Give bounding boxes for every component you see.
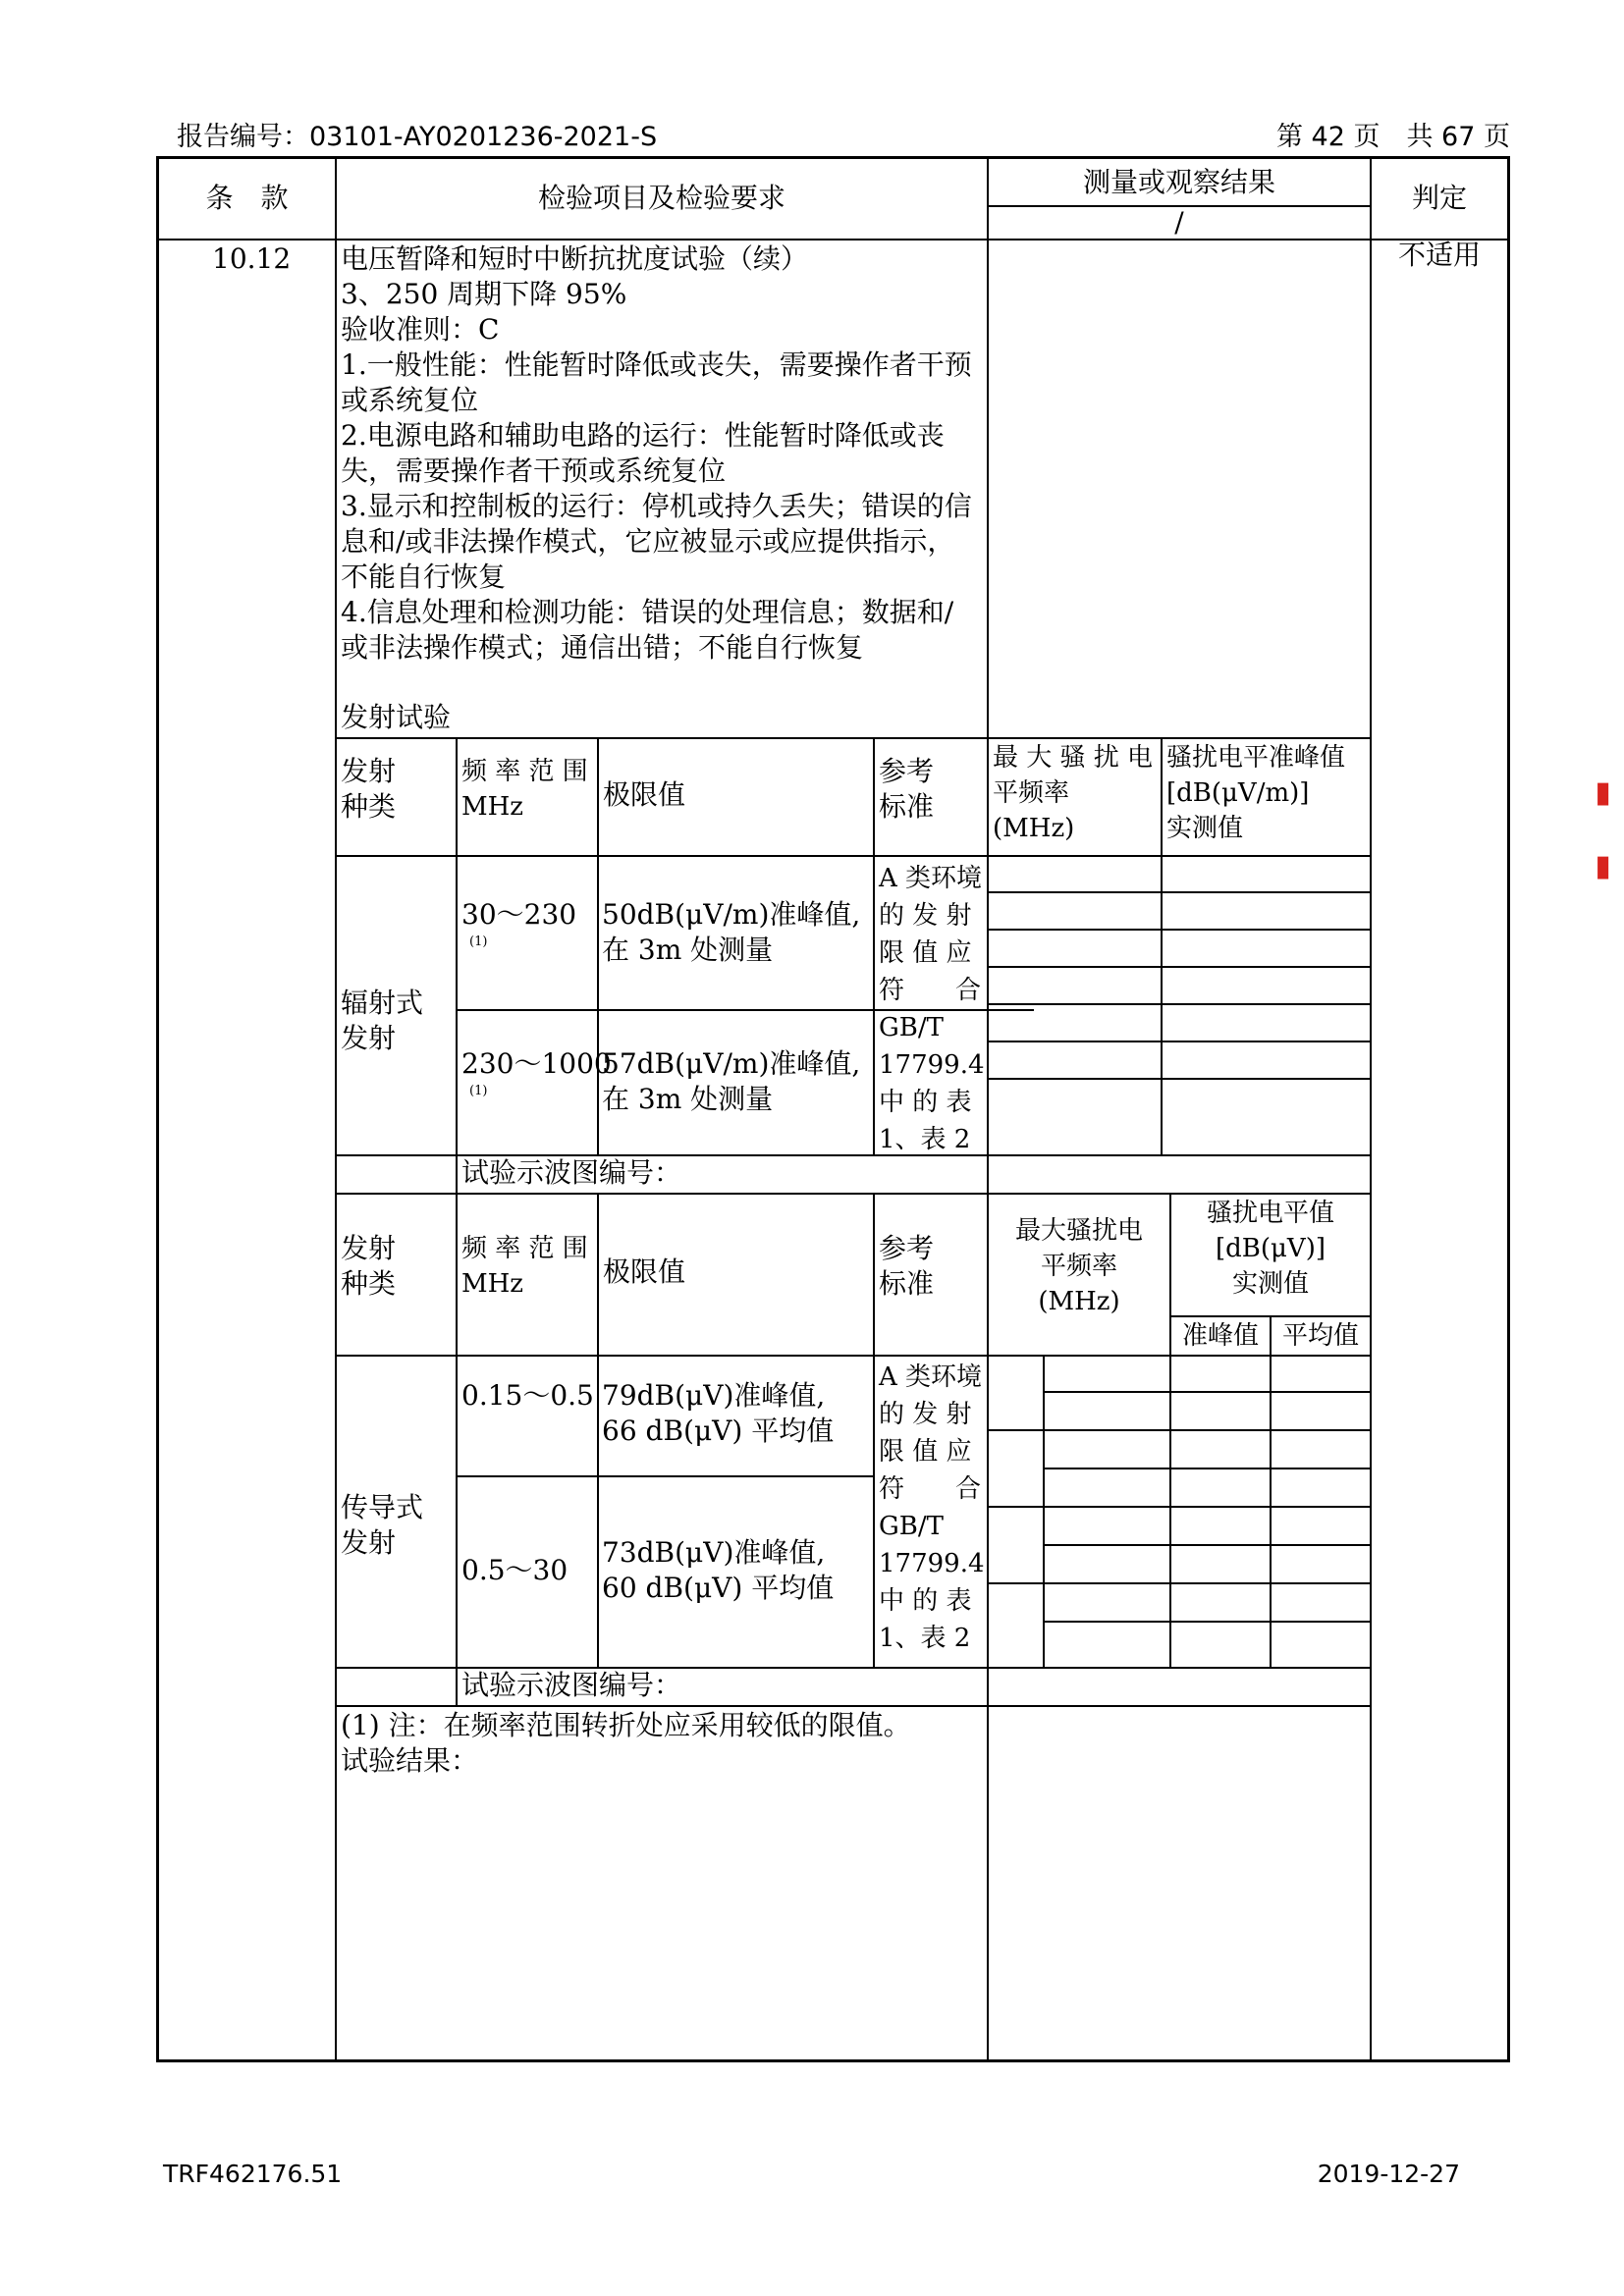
page-number: 第 42 页 共 67 页: [1275, 122, 1510, 152]
rad-type-header: 发射 种类: [341, 755, 397, 823]
result-header: 测量或观察结果: [1082, 166, 1275, 198]
clause-header: 条 款: [205, 182, 289, 214]
rad-r2-freq: 230～1000: [461, 1047, 612, 1080]
con-qp-header: 准峰值: [1181, 1321, 1259, 1351]
req-line-5: 或系统复位: [341, 384, 479, 416]
rad-freq-header: 频 率 范 围 MHz: [461, 757, 588, 822]
con-waveform: 试验示波图编号：: [461, 1669, 682, 1701]
con-r1-freq: 0.15～0.5: [461, 1379, 594, 1412]
verdict: 不适用: [1397, 239, 1481, 271]
note-1: (1) 注：在频率范围转折处应采用较低的限值。: [341, 1709, 911, 1741]
rad-r2-limit: 57dB(μV/m)准峰值, 在 3m 处测量: [602, 1047, 861, 1115]
req-line-4: 1.一般性能：性能暂时降低或丧失，需要操作者干预: [341, 348, 972, 381]
item-header: 检验项目及检验要求: [537, 182, 785, 214]
con-freq-header: 频 率 范 围 MHz: [461, 1234, 588, 1299]
req-line-12: 或非法操作模式；通信出错；不能自行恢复: [341, 631, 864, 664]
req-line-7: 失，需要操作者干预或系统复位: [341, 454, 727, 487]
con-level-header: 骚扰电平值 [dB(μV)] 实测值: [1206, 1199, 1334, 1299]
con-r1-limit: 79dB(μV)准峰值, 66 dB(μV) 平均值: [602, 1379, 835, 1447]
report-number: 报告编号：03101-AY0201236-2021-S: [177, 122, 658, 152]
emission-title: 发射试验: [341, 701, 452, 733]
con-ref-header: 参考 标准: [879, 1232, 935, 1300]
req-line-1: 电压暂降和短时中断抗扰度试验（续）: [341, 242, 809, 275]
req-line-9: 息和/或非法操作模式，它应被显示或应提供指示，: [341, 525, 955, 558]
req-line-2: 3、250 周期下降 95%: [341, 278, 627, 310]
req-line-11: 4.信息处理和检测功能：错误的处理信息；数据和/: [341, 596, 954, 628]
test-record-table: [156, 156, 1510, 2062]
rad-r2-note: (1): [469, 1084, 488, 1098]
con-maxfreq-header: 最大骚扰电 平频率 (MHz): [1014, 1216, 1143, 1316]
rad-limit-header: 极限值: [603, 778, 686, 811]
con-r2-limit: 73dB(μV)准峰值, 60 dB(μV) 平均值: [602, 1536, 835, 1604]
con-ref: A 类环境 的 发 射 限 值 应 符 合 GB/T 17799.4 中 的 表 1、表 2: [879, 1362, 985, 1653]
con-avg-header: 平均值: [1281, 1321, 1359, 1351]
test-result-label: 试验结果：: [341, 1744, 479, 1777]
req-line-8: 3.显示和控制板的运行：停机或持久丢失；错误的信: [341, 490, 972, 522]
clause-number: 10.12: [212, 242, 292, 275]
rad-r1-limit: 50dB(μV/m)准峰值, 在 3m 处测量: [602, 898, 861, 966]
red-seal-fragment: ▮▮: [1586, 775, 1620, 923]
rad-type: 辐射式 发射: [341, 987, 424, 1054]
form-code: TRF462176.51: [163, 2160, 343, 2188]
req-line-6: 2.电源电路和辅助电路的运行：性能暂时降低或丧: [341, 419, 945, 452]
result-subheader: /: [1174, 206, 1184, 239]
con-type: 传导式 发射: [341, 1491, 424, 1559]
rad-waveform: 试验示波图编号：: [461, 1156, 682, 1189]
req-line-3: 验收准则：C: [341, 313, 500, 346]
con-type-header: 发射 种类: [341, 1232, 397, 1300]
rad-maxfreq-header: 最 大 骚 扰 电 平频率 (MHz): [993, 743, 1154, 843]
con-r2-freq: 0.5～30: [461, 1554, 568, 1586]
rad-ref: A 类环境 的 发 射 限 值 应 符 合 GB/T 17799.4 中 的 表 1、表 2: [879, 864, 985, 1154]
rad-r1-note: (1): [469, 934, 488, 949]
rad-level-header: 骚扰电平准峰值 [dB(μV/m)] 实测值: [1166, 743, 1346, 843]
form-date: 2019-12-27: [1317, 2160, 1460, 2188]
verdict-header: 判定: [1411, 182, 1467, 214]
rad-r1-freq: 30～230: [461, 898, 577, 931]
req-line-10: 不能自行恢复: [341, 561, 507, 593]
rad-ref-header: 参考 标准: [879, 755, 935, 823]
con-limit-header: 极限值: [603, 1255, 686, 1288]
